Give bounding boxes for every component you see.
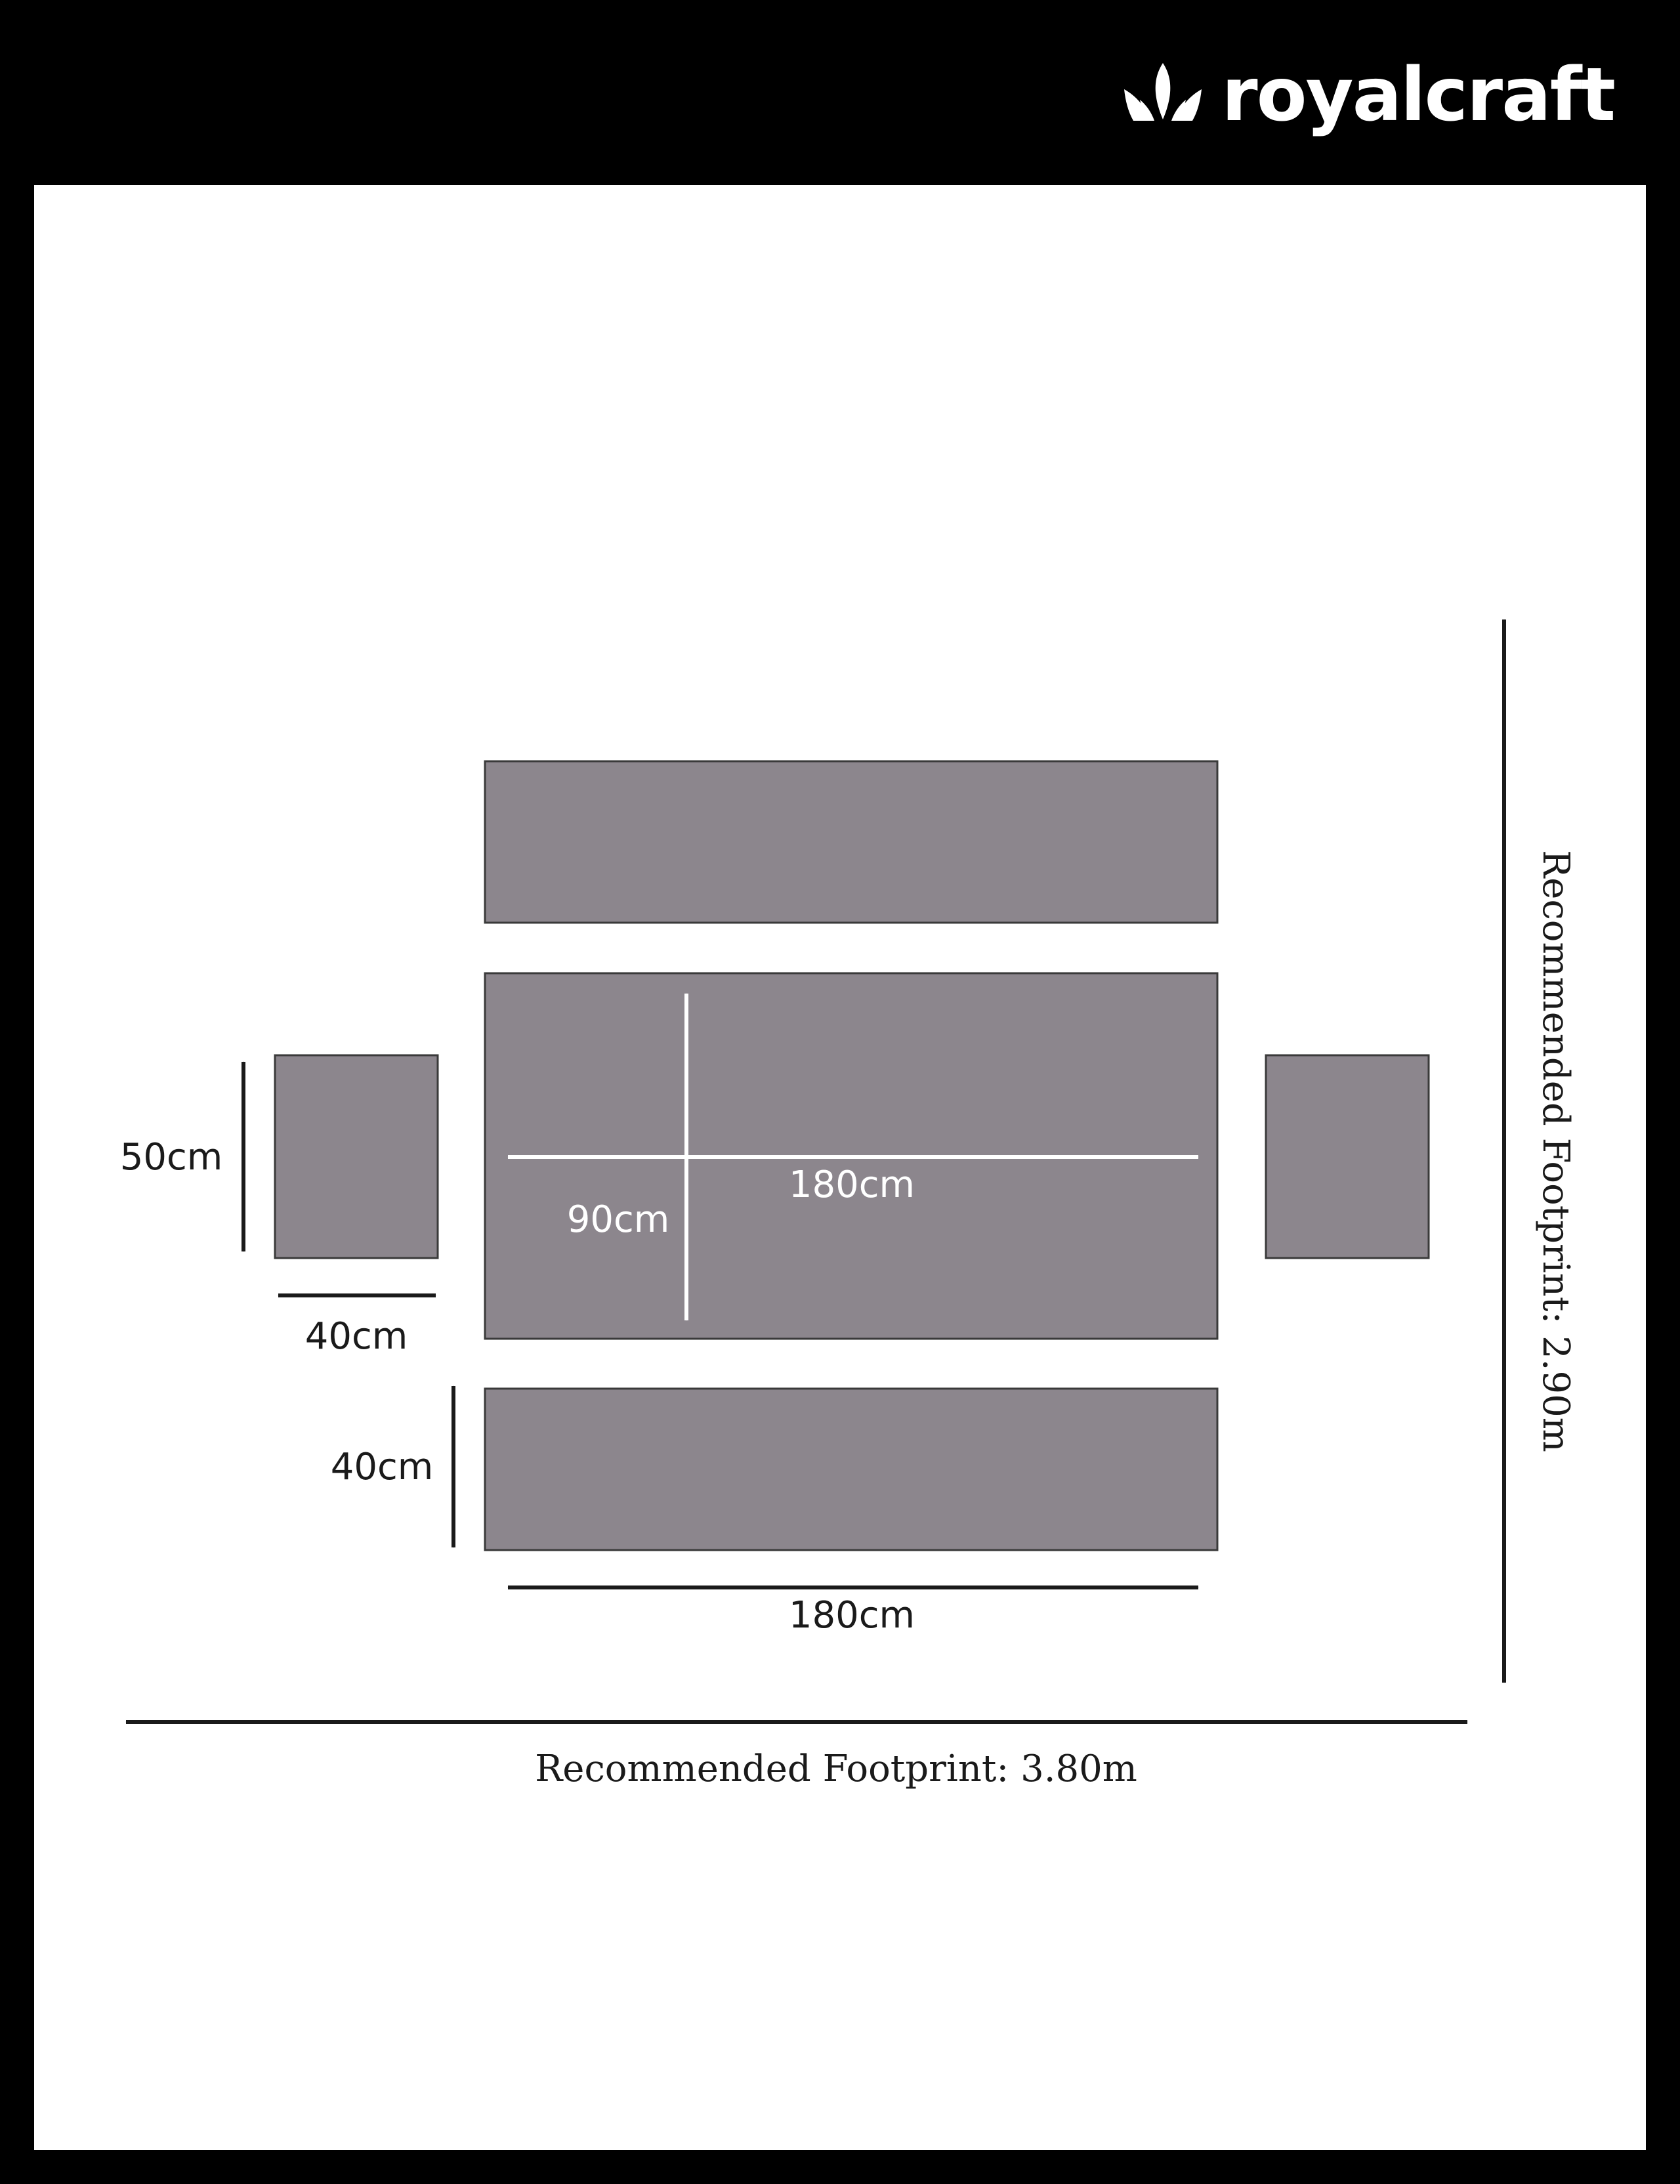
header-bar [0, 0, 1680, 184]
brand-name: royalcraft [1221, 52, 1614, 138]
bench-depth-label: 40cm [330, 1446, 434, 1488]
stool-right [1266, 1055, 1429, 1258]
stool-depth-label: 50cm [119, 1136, 223, 1179]
bench-top [485, 761, 1217, 923]
brand-logo [1120, 46, 1614, 144]
bench-bottom [485, 1389, 1217, 1550]
bench-length-label: 180cm [788, 1594, 915, 1637]
dimension-diagram [34, 185, 1646, 2150]
footprint-depth-label: Recommended Footprint: 2.90m [1534, 850, 1577, 1452]
diagram-canvas [34, 185, 1646, 2150]
crown-icon [1120, 59, 1206, 131]
footprint-width-label: Recommended Footprint: 3.80m [535, 1748, 1137, 1790]
stool-left [275, 1055, 438, 1258]
table-length-label: 180cm [788, 1164, 915, 1206]
table-width-label: 90cm [566, 1198, 670, 1241]
stool-width-label: 40cm [304, 1315, 408, 1358]
